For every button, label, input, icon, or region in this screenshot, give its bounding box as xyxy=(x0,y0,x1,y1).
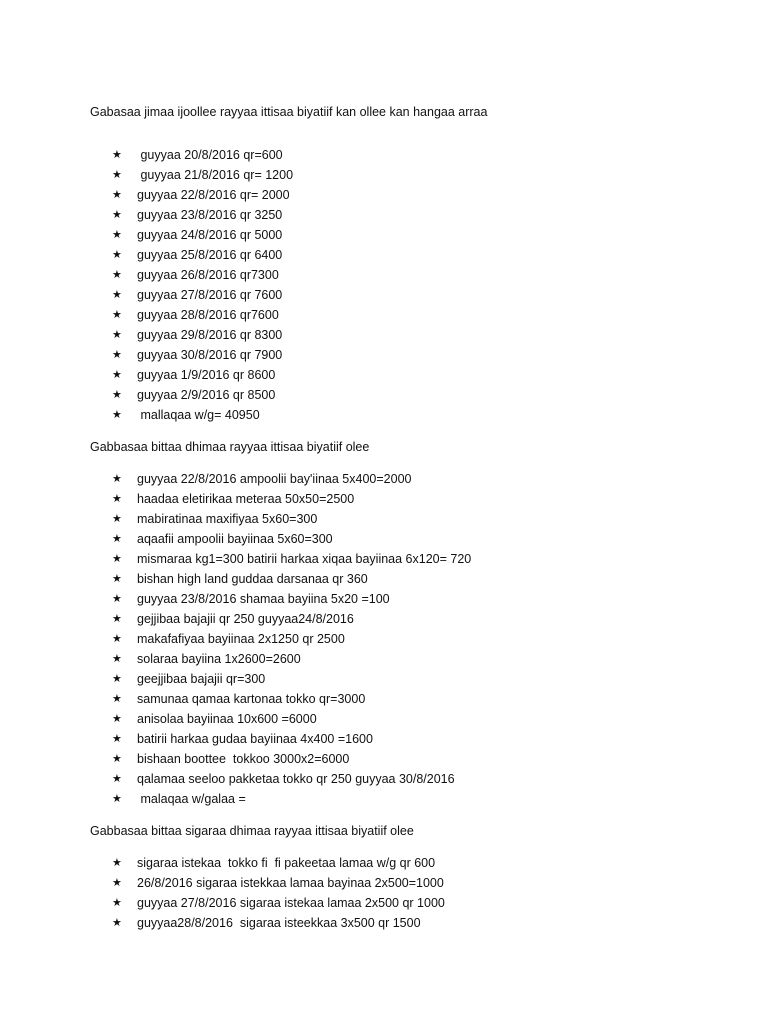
list-item xyxy=(90,285,728,305)
list-item-text: 26/8/2016 sigaraa istekkaa lamaa bayinaa 2x500=1000 xyxy=(137,876,444,890)
star-bullet-icon: ★ xyxy=(112,248,122,261)
list-item-text: guyyaa 21/8/2016 qr= 1200 xyxy=(137,168,294,182)
list-item-text: guyyaa 23/8/2016 shamaa bayiina 5x20 =100 xyxy=(137,592,390,606)
star-bullet-icon: ★ xyxy=(112,208,122,221)
list-item-text: mallaqaa w/g= 40950 xyxy=(137,408,260,422)
list-item xyxy=(90,769,728,789)
list-item-text: geejjibaa bajajii qr=300 xyxy=(137,672,266,686)
star-bullet-icon: ★ xyxy=(112,268,122,281)
list-item xyxy=(90,729,728,749)
list-item-text: guyyaa 29/8/2016 qr 8300 xyxy=(137,328,283,342)
star-bullet-icon: ★ xyxy=(112,308,122,321)
list-item xyxy=(90,145,728,165)
star-bullet-icon: ★ xyxy=(112,288,122,301)
star-bullet-icon: ★ xyxy=(112,328,122,341)
list-item xyxy=(90,469,728,489)
list-item-text: guyyaa 27/8/2016 qr 7600 xyxy=(137,288,283,302)
star-bullet-icon: ★ xyxy=(112,572,122,585)
list-item xyxy=(90,873,728,893)
list-item-text: anisolaa bayiinaa 10x600 =6000 xyxy=(137,712,317,726)
list-item-text: guyyaa 22/8/2016 ampoolii bay'iinaa 5x400=2000 xyxy=(137,472,412,486)
list-item xyxy=(90,709,728,729)
list-item xyxy=(90,629,728,649)
star-bullet-icon: ★ xyxy=(112,408,122,421)
star-bullet-icon: ★ xyxy=(112,348,122,361)
list-item xyxy=(90,529,728,549)
list-item xyxy=(90,649,728,669)
star-bullet-icon: ★ xyxy=(112,792,122,805)
list-item xyxy=(90,305,728,325)
star-bullet-icon: ★ xyxy=(112,876,122,889)
list-item xyxy=(90,265,728,285)
list-item-text: guyyaa 23/8/2016 qr 3250 xyxy=(137,208,283,222)
list-item-text: guyyaa 22/8/2016 qr= 2000 xyxy=(137,188,290,202)
list-item xyxy=(90,489,728,509)
star-bullet-icon: ★ xyxy=(112,228,122,241)
list-item-text: makafafiyaa bayiinaa 2x1250 qr 2500 xyxy=(137,632,345,646)
list-item-text: guyyaa 20/8/2016 qr=600 xyxy=(137,148,283,162)
list-item-text: solaraa bayiina 1x2600=2600 xyxy=(137,652,301,666)
star-bullet-icon: ★ xyxy=(112,388,122,401)
star-bullet-icon: ★ xyxy=(112,632,122,645)
section-heading-1: Gabasaa jimaa ijoollee rayyaa ittisaa biyatiif kan ollee kan hangaa arraa xyxy=(90,105,488,119)
star-bullet-icon: ★ xyxy=(112,168,122,181)
bullet-list-2 xyxy=(90,469,728,809)
bullet-list-1 xyxy=(90,145,728,425)
list-item-text: malaqaa w/galaa = xyxy=(137,792,246,806)
list-item xyxy=(90,225,728,245)
list-item xyxy=(90,853,728,873)
star-bullet-icon: ★ xyxy=(112,856,122,869)
list-item-text: guyyaa28/8/2016 sigaraa isteekkaa 3x500 qr 1500 xyxy=(137,916,421,930)
list-item-text: guyyaa 2/9/2016 qr 8500 xyxy=(137,388,276,402)
list-item xyxy=(90,205,728,225)
list-item xyxy=(90,509,728,529)
list-item-text: gejjibaa bajajii qr 250 guyyaa24/8/2016 xyxy=(137,612,354,626)
list-item-text: mismaraa kg1=300 batirii harkaa xiqaa bayiinaa 6x120= 720 xyxy=(137,552,472,566)
list-item xyxy=(90,749,728,769)
list-item-text: samunaa qamaa kartonaa tokko qr=3000 xyxy=(137,692,366,706)
list-item xyxy=(90,345,728,365)
list-item xyxy=(90,669,728,689)
list-item-text: bishaan boottee tokkoo 3000x2=6000 xyxy=(137,752,350,766)
list-item xyxy=(90,689,728,709)
list-item xyxy=(90,165,728,185)
list-item-text: sigaraa istekaa tokko fi fi pakeetaa lamaa w/g qr 600 xyxy=(137,856,436,870)
star-bullet-icon: ★ xyxy=(112,916,122,929)
star-bullet-icon: ★ xyxy=(112,732,122,745)
list-item xyxy=(90,365,728,385)
list-item xyxy=(90,789,728,809)
list-item xyxy=(90,913,728,933)
star-bullet-icon: ★ xyxy=(112,752,122,765)
list-item xyxy=(90,325,728,345)
list-item xyxy=(90,589,728,609)
list-item xyxy=(90,549,728,569)
star-bullet-icon: ★ xyxy=(112,188,122,201)
star-bullet-icon: ★ xyxy=(112,592,122,605)
star-bullet-icon: ★ xyxy=(112,672,122,685)
star-bullet-icon: ★ xyxy=(112,492,122,505)
list-item-text: guyyaa 26/8/2016 qr7300 xyxy=(137,268,279,282)
list-item-text: guyyaa 1/9/2016 qr 8600 xyxy=(137,368,276,382)
list-item-text: batirii harkaa gudaa bayiinaa 4x400 =1600 xyxy=(137,732,373,746)
star-bullet-icon: ★ xyxy=(112,712,122,725)
list-item-text: guyyaa 24/8/2016 qr 5000 xyxy=(137,228,283,242)
list-item-text: guyyaa 30/8/2016 qr 7900 xyxy=(137,348,283,362)
list-item-text: bishan high land guddaa darsanaa qr 360 xyxy=(137,572,368,586)
list-item-text: mabiratinaa maxifiyaa 5x60=300 xyxy=(137,512,318,526)
bullet-list-3 xyxy=(90,853,728,933)
star-bullet-icon: ★ xyxy=(112,472,122,485)
list-item xyxy=(90,185,728,205)
list-item-text: guyyaa 27/8/2016 sigaraa istekaa lamaa 2x500 qr 1000 xyxy=(137,896,445,910)
list-item-text: qalamaa seeloo pakketaa tokko qr 250 guyyaa 30/8/2016 xyxy=(137,772,455,786)
section-heading-3: Gabbasaa bittaa sigaraa dhimaa rayyaa ittisaa biyatiif olee xyxy=(90,824,414,838)
list-item-text: haadaa eletirikaa meteraa 50x50=2500 xyxy=(137,492,355,506)
list-item xyxy=(90,609,728,629)
list-item-text: guyyaa 25/8/2016 qr 6400 xyxy=(137,248,283,262)
star-bullet-icon: ★ xyxy=(112,692,122,705)
star-bullet-icon: ★ xyxy=(112,552,122,565)
star-bullet-icon: ★ xyxy=(112,368,122,381)
list-item-text: aqaafii ampoolii bayiinaa 5x60=300 xyxy=(137,532,333,546)
list-item xyxy=(90,569,728,589)
star-bullet-icon: ★ xyxy=(112,612,122,625)
list-item xyxy=(90,893,728,913)
list-item xyxy=(90,385,728,405)
star-bullet-icon: ★ xyxy=(112,772,122,785)
star-bullet-icon: ★ xyxy=(112,652,122,665)
star-bullet-icon: ★ xyxy=(112,512,122,525)
section-heading-2: Gabbasaa bittaa dhimaa rayyaa ittisaa biyatiif olee xyxy=(90,440,370,454)
star-bullet-icon: ★ xyxy=(112,896,122,909)
list-item-text: guyyaa 28/8/2016 qr7600 xyxy=(137,308,279,322)
list-item xyxy=(90,245,728,265)
star-bullet-icon: ★ xyxy=(112,148,122,161)
star-bullet-icon: ★ xyxy=(112,532,122,545)
list-item xyxy=(90,405,728,425)
